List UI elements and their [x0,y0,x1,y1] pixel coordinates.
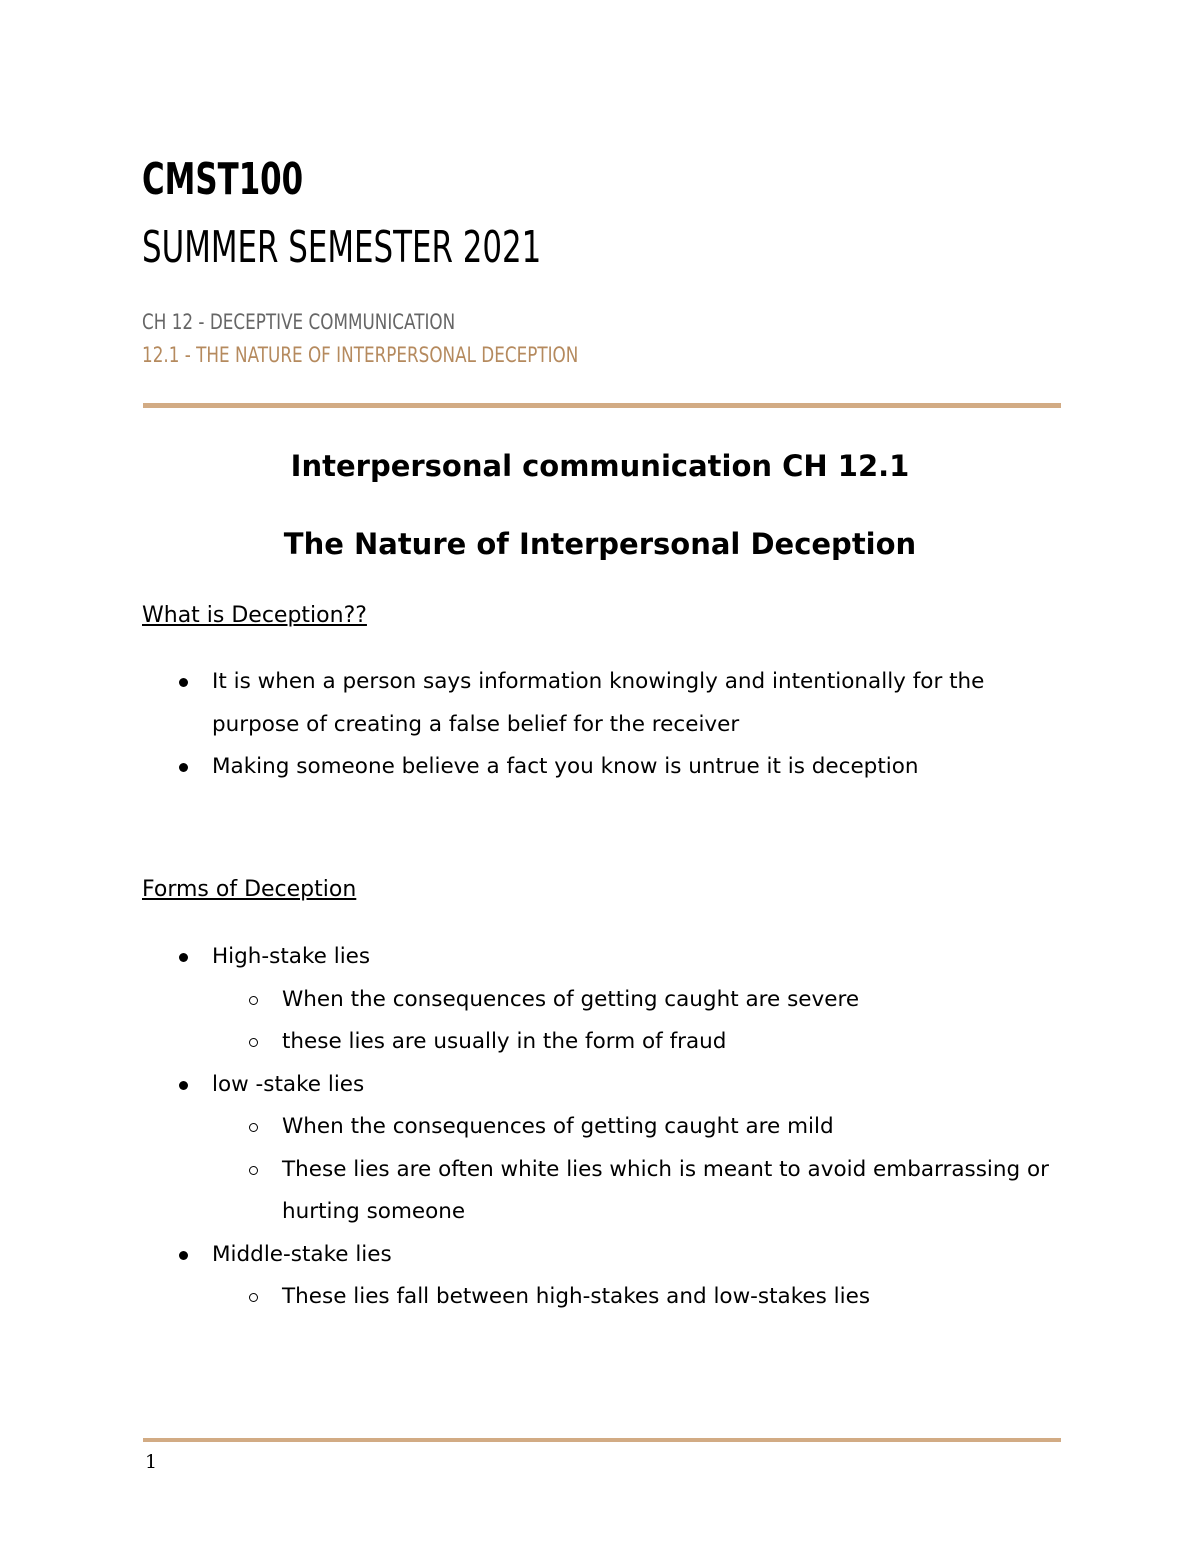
main-heading: Interpersonal communication CH 12.1 [290,449,910,483]
page-number: 1 [145,1451,158,1473]
list-item-text: Middle-stake lies [212,1241,392,1267]
hollow-bullet-icon [249,996,258,1005]
sub-list-item [0,979,1200,1022]
list-item-text: It is when a person says information knowingly and intentionally for the purpose of creating a false belief for the receiver [212,669,985,737]
sub-list-item-text: When the consequences of getting caught are mild [282,1114,834,1139]
course-code: CMST100 [142,154,304,205]
sub-list-item-text: When the consequences of getting caught are severe [282,986,860,1012]
sub-list-item-text: these lies are usually in the form of fraud [282,1029,727,1054]
hollow-bullet-icon [249,1293,258,1302]
list-item [0,661,1200,746]
sub-list-item [0,1276,1200,1319]
section-label: 12.1 - THE NATURE OF INTERPERSONAL DECEPTION [142,343,579,367]
what-is-deception-heading: What is Deception?? [142,603,367,628]
bullet-icon [179,953,188,962]
hollow-bullet-icon [249,1123,258,1132]
footer-divider [143,1438,1061,1442]
list-item-text: low -stake lies [212,1071,365,1097]
chapter-info [142,306,578,372]
forms-of-deception-list [0,936,1200,1319]
sub-list-item-text: These lies fall between high-stakes and low-stakes lies [282,1284,871,1309]
list-item-text: Making someone believe a fact you know is untrue it is deception [212,754,919,779]
header-divider [143,403,1061,408]
list-item-middle-stake [0,1234,1200,1277]
hollow-bullet-icon [249,1038,258,1047]
list-item-high-stake [0,936,1200,979]
list-item [0,746,1200,789]
sub-list-item [0,1106,1200,1149]
sub-list-item-text: These lies are often white lies which is meant to avoid embarrassing or hurting someone [282,1156,1049,1224]
sub-list-item [0,1149,1200,1234]
secondary-heading: The Nature of Interpersonal Deception [283,527,917,561]
bullet-icon [179,678,188,687]
list-item-low-stake [0,1064,1200,1107]
what-is-deception-list [0,661,1200,789]
bullet-icon [179,763,188,772]
sub-list-item [0,1021,1200,1064]
forms-of-deception-heading: Forms of Deception [142,877,357,902]
semester-title: SUMMER SEMESTER 2021 [142,222,542,273]
list-item-text: High-stake lies [212,944,371,969]
hollow-bullet-icon [249,1166,258,1175]
bullet-icon [179,1081,188,1090]
bullet-icon [179,1251,188,1260]
chapter-label: CH 12 - DECEPTIVE COMMUNICATION [142,310,456,334]
document-title [142,146,541,282]
